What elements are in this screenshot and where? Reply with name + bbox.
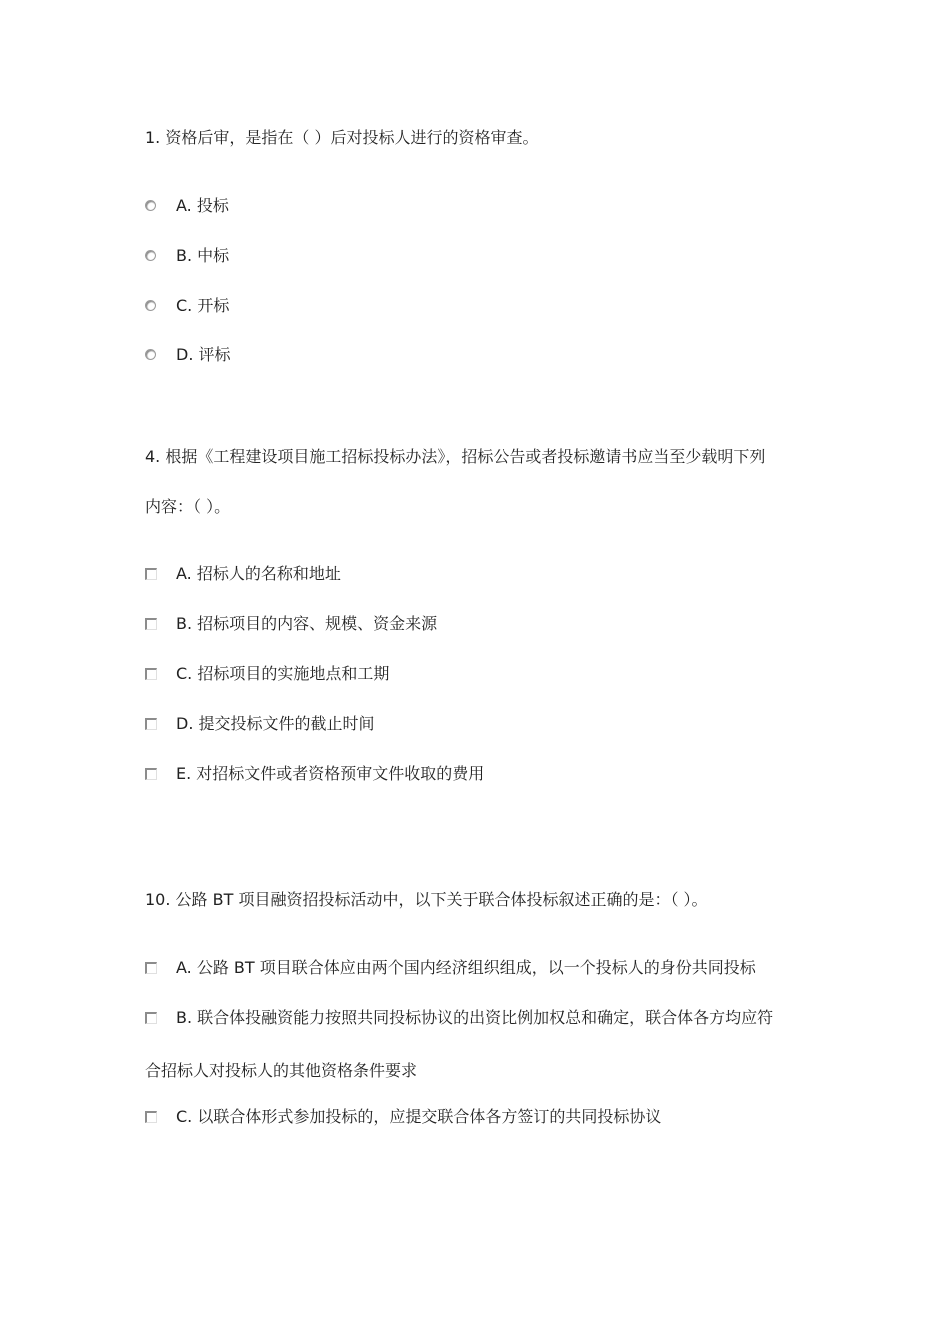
option-label: A. 招标人的名称和地址 — [176, 564, 341, 583]
checkbox[interactable] — [145, 568, 157, 580]
option-label: D. 提交投标文件的截止时间 — [176, 714, 375, 733]
option-label: D. 评标 — [176, 345, 231, 364]
option-label: A. 投标 — [176, 196, 229, 215]
option-label: C. 招标项目的实施地点和工期 — [176, 664, 390, 683]
question-10-option-b-continuation: 合招标人对投标人的其他资格条件要求 — [145, 1061, 418, 1080]
option-label: C. 开标 — [176, 296, 230, 315]
option-label: E. 对招标文件或者资格预审文件收取的费用 — [176, 764, 485, 783]
question-10-text: 10. 公路 BT 项目融资招投标活动中，以下关于联合体投标叙述正确的是：（ ）。 — [145, 890, 708, 909]
option-label: A. 公路 BT 项目联合体应由两个国内经济组织组成，以一个投标人的身份共同投标 — [176, 958, 756, 977]
radio-button[interactable] — [145, 349, 156, 360]
radio-button[interactable] — [145, 250, 156, 261]
checkbox[interactable] — [145, 718, 157, 730]
radio-button[interactable] — [145, 200, 156, 211]
option-label: C. 以联合体形式参加投标的，应提交联合体各方签订的共同投标协议 — [176, 1107, 662, 1126]
checkbox[interactable] — [145, 1012, 157, 1024]
option-label: B. 招标项目的内容、规模、资金来源 — [176, 614, 438, 633]
checkbox[interactable] — [145, 618, 157, 630]
option-label: B. 联合体投融资能力按照共同投标协议的出资比例加权总和确定，联合体各方均应符 — [176, 1008, 774, 1027]
option-label: B. 中标 — [176, 246, 230, 265]
radio-button[interactable] — [145, 300, 156, 311]
question-4-text-line-2: 内容：（ ）。 — [145, 497, 231, 516]
question-1-text: 1. 资格后审，是指在（ ）后对投标人进行的资格审查。 — [145, 128, 539, 147]
checkbox[interactable] — [145, 768, 157, 780]
checkbox[interactable] — [145, 1111, 157, 1123]
question-4-text-line-1: 4. 根据《工程建设项目施工招标投标办法》，招标公告或者投标邀请书应当至少载明下列 — [145, 447, 766, 466]
checkbox[interactable] — [145, 962, 157, 974]
checkbox[interactable] — [145, 668, 157, 680]
